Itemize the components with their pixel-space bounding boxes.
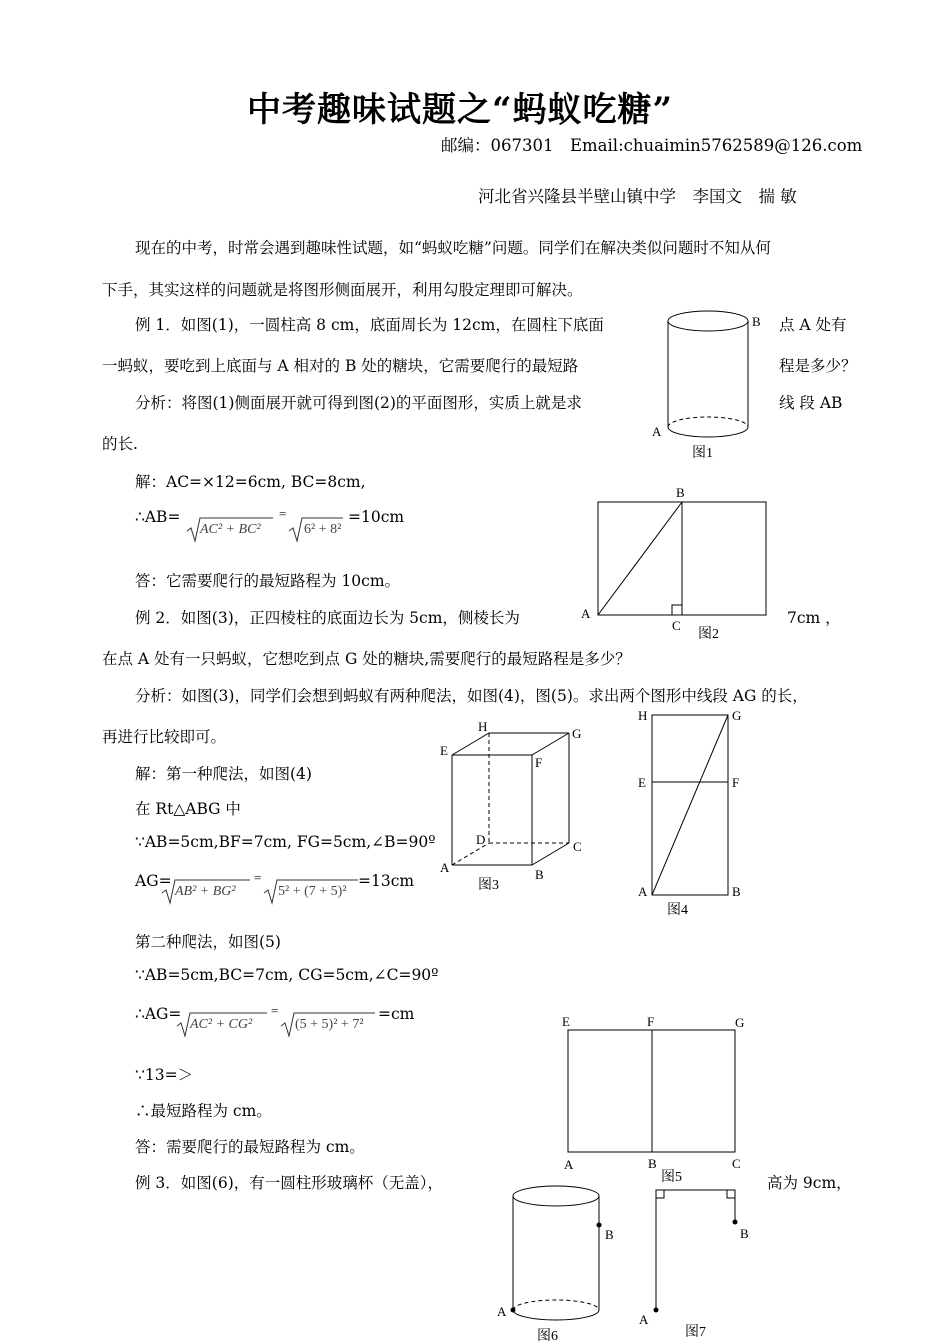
fig5-label-G: G (735, 1015, 745, 1030)
fig4-label-E: E (638, 775, 646, 790)
fig3-label-D: D (476, 832, 486, 847)
ex2-method2-1: 第二种爬法，如图(5) (135, 933, 281, 951)
ex1-line-4: 的长. (102, 435, 138, 453)
fig4-label-A: A (638, 884, 648, 899)
ex2-conclusion: ∴最短路程为 cm。 (135, 1102, 272, 1120)
ex1-line-2: 一蚂蚁，要吃到上底面与 A 相对的 B 处的糖块，它需要爬行的最短路 (102, 357, 579, 375)
figure-1-cylinder (640, 305, 780, 465)
fig4-label-B: B (732, 884, 741, 899)
fig1-label-A: A (652, 424, 662, 439)
ex1-line-1-tail: 点 A 处有 (779, 316, 847, 334)
fig3-caption: 图3 (478, 878, 499, 893)
ex2-formula1-result: =13cm (358, 872, 415, 890)
ex2-method1-2: 在 Rt△ABG 中 (135, 800, 241, 818)
fig6-label-A: A (497, 1304, 507, 1319)
ex2-formula2-prefix: ∴AG= (135, 1005, 182, 1023)
ex2-analysis-1: 分析：如图(3)，同学们会想到蚂蚁有两种爬法，如图(4)，图(5)。求出两个图形中线段 AG 的长， (135, 687, 808, 705)
ex1-line-3: 分析：将图(1)侧面展开就可得到图(2)的平面图形，实质上就是求 (135, 394, 582, 412)
fig6-caption: 图6 (537, 1329, 558, 1344)
fig1-caption: 图1 (692, 446, 713, 461)
ex1-formula-prefix: ∴AB= (135, 508, 181, 526)
fig5-label-F: F (647, 1014, 655, 1029)
ex1-eq: = (279, 506, 287, 521)
ex2-analysis-2: 再进行比较即可。 (102, 728, 227, 746)
ex3-line-1: 例 3．如图(6)，有一圆柱形玻璃杯（无盖）， (135, 1174, 443, 1192)
fig5-label-E: E (562, 1014, 570, 1029)
fig3-label-H: H (478, 719, 488, 734)
ex1-sqrt-1: AC² + BC² (200, 522, 261, 537)
fig5-label-B: B (648, 1156, 657, 1171)
ex1-sqrt-2: 6² + 8² (304, 522, 342, 537)
fig7-label-A: A (639, 1312, 649, 1327)
intro-line-2: 下手，其实这样的问题就是将图形侧面展开，利用勾股定理即可解决。 (102, 281, 583, 299)
ex1-solution-1: 解：AC=×12=6cm, BC=8cm, (135, 473, 366, 491)
author-line: 河北省兴隆县半壁山镇中学 李国文 揣 敏 (478, 187, 797, 206)
figure-2-unfolded (575, 482, 780, 642)
ex2-method1-1: 解：第一种爬法，如图(4) (135, 765, 312, 783)
ex2-line-1: 例 2．如图(3)，正四棱柱的底面边长为 5cm，侧棱长为 (135, 609, 520, 627)
ex1-answer: 答：它需要爬行的最短路程为 10cm。 (135, 572, 401, 590)
fig2-caption: 图2 (698, 627, 719, 642)
fig3-label-C: C (573, 839, 582, 854)
ex2-formula1-sqrt-2: 5² + (7 + 5)² (278, 884, 347, 899)
ex2-formula1-prefix: AG= (135, 872, 172, 890)
page-title: 中考趣味试题之“蚂蚁吃糖” (247, 90, 674, 130)
figure-3-prism (432, 715, 592, 895)
ex2-answer: 答：需要爬行的最短路程为 cm。 (135, 1138, 365, 1156)
ex1-line-1: 例 1．如图(1)，一圆柱高 8 cm，底面周长为 12cm，在圆柱下底面 (135, 316, 604, 334)
ex2-method2-2: ∵AB=5cm,BC=7cm, CG=5cm,∠C=90º (135, 966, 439, 984)
ex2-formula1-eq: = (254, 870, 262, 885)
fig5-caption: 图5 (661, 1170, 682, 1185)
ex2-line-2: 在点 A 处有一只蚂蚁，它想吃到点 G 处的糖块,需要爬行的最短路程是多少？ (102, 650, 631, 668)
ex2-line-1-tail: 7cm ， (787, 609, 841, 627)
fig2-label-A: A (581, 606, 591, 621)
fig3-label-G: G (572, 726, 582, 741)
fig2-label-B: B (676, 485, 685, 500)
figure-4-unfolded (632, 705, 752, 920)
ex2-formula2-sqrt-1: AC² + CG² (190, 1017, 253, 1032)
ex1-formula-result: =10cm (348, 508, 405, 526)
ex1-line-2-tail: 程是多少？ (779, 357, 857, 375)
figure-7-path (633, 1180, 763, 1344)
fig6-label-B: B (605, 1227, 614, 1242)
fig5-label-C: C (732, 1156, 741, 1171)
fig4-caption: 图4 (667, 903, 688, 918)
ex2-method1-3: ∵AB=5cm,BF=7cm, FG=5cm,∠B=90º (135, 833, 436, 851)
ex2-formula2-eq: = (271, 1003, 279, 1018)
fig3-label-F: F (535, 755, 543, 770)
fig3-label-B: B (535, 867, 544, 882)
fig7-label-B: B (740, 1226, 749, 1241)
ex2-compare: ∵13=＞ (135, 1066, 194, 1084)
ex3-line-1-tail: 高为 9cm， (767, 1174, 852, 1192)
fig7-caption: 图7 (685, 1325, 706, 1340)
ex2-formula2-result: =cm (378, 1005, 415, 1023)
fig3-label-E: E (440, 743, 448, 758)
intro-line-1: 现在的中考，时常会遇到趣味性试题，如“蚂蚁吃糖”问题。同学们在解决类似问题时不知从何 (135, 239, 771, 257)
ex1-line-3-tail: 线 段 AB (779, 394, 843, 412)
fig5-label-A: A (564, 1157, 574, 1172)
ex2-formula1-sqrt-1: AB² + BG² (175, 884, 236, 899)
fig3-label-A: A (440, 860, 450, 875)
figure-5-unfolded (555, 1010, 755, 1190)
contact-line: 邮编：067301 Email:chuaimin5762589@126.com (441, 136, 863, 155)
fig4-label-G: G (732, 708, 742, 723)
figure-6-glass (492, 1180, 622, 1344)
fig2-label-C: C (672, 618, 681, 633)
fig4-label-F: F (732, 775, 740, 790)
fig4-label-H: H (638, 708, 648, 723)
ex2-formula2-sqrt-2: (5 + 5)² + 7² (295, 1017, 364, 1032)
fig1-label-B: B (752, 314, 761, 329)
